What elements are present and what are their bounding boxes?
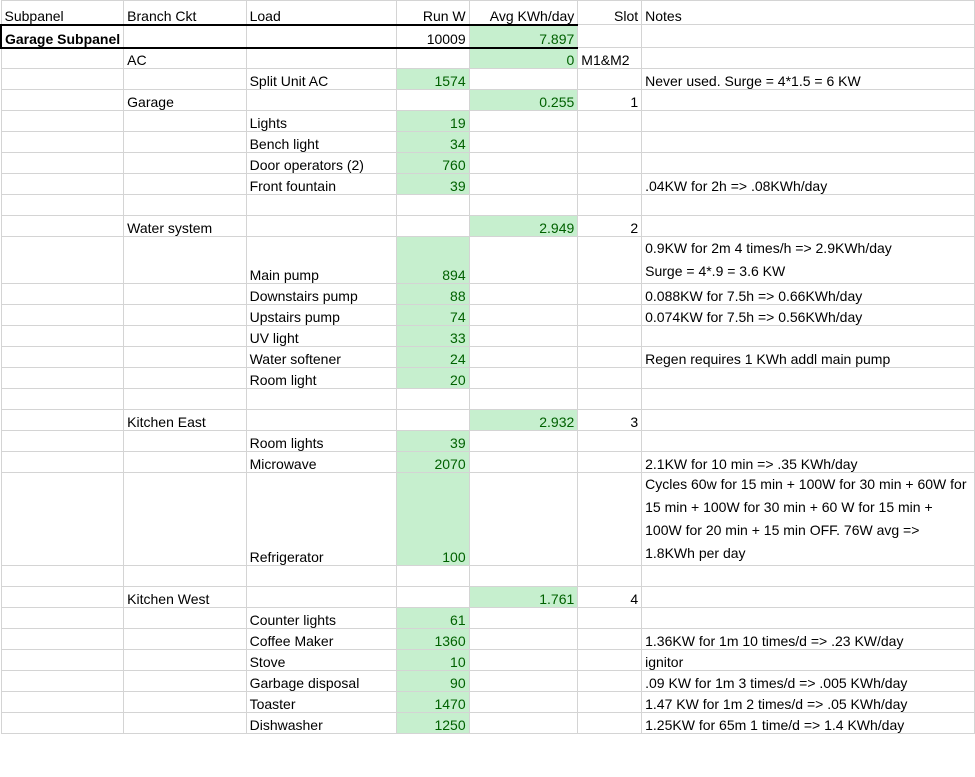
cell[interactable]	[1, 326, 124, 347]
load-row	[1, 650, 975, 671]
branch-row	[1, 587, 975, 608]
cell[interactable]	[469, 473, 578, 566]
cell[interactable]	[469, 389, 578, 410]
cell[interactable]	[469, 671, 578, 692]
cell[interactable]	[124, 368, 246, 389]
load-note[interactable]: 1.25KW for 65m 1 time/d => 1.4 KWh/day	[642, 713, 975, 734]
cell[interactable]	[578, 566, 642, 587]
cell[interactable]	[578, 389, 642, 410]
cell[interactable]	[469, 368, 578, 389]
load-run-w[interactable]: 894	[397, 237, 470, 284]
load-note[interactable]	[642, 368, 975, 389]
load-name[interactable]: Front fountain	[246, 174, 396, 195]
load-row	[1, 431, 975, 452]
load-name[interactable]: Garbage disposal	[246, 671, 396, 692]
branch-avg-kwh[interactable]: 0.255	[469, 90, 578, 111]
header-cell[interactable]: Slot	[578, 1, 642, 25]
load-run-w[interactable]: 1574	[397, 69, 470, 90]
cell[interactable]	[1, 48, 124, 69]
cell[interactable]	[578, 284, 642, 305]
load-run-w[interactable]: 88	[397, 284, 470, 305]
cell[interactable]	[397, 566, 470, 587]
cell[interactable]	[124, 692, 246, 713]
cell[interactable]	[578, 713, 642, 734]
cell[interactable]	[469, 629, 578, 650]
cell[interactable]	[124, 650, 246, 671]
load-note[interactable]: ignitor	[642, 650, 975, 671]
branch-name[interactable]: AC	[124, 48, 246, 69]
cell[interactable]	[246, 25, 396, 48]
branch-slot[interactable]: M1&M2	[578, 48, 642, 69]
cell[interactable]	[246, 216, 396, 237]
load-name[interactable]: Room light	[246, 368, 396, 389]
load-name[interactable]: Stove	[246, 650, 396, 671]
load-row	[1, 608, 975, 629]
cell[interactable]	[1, 629, 124, 650]
cell[interactable]	[469, 69, 578, 90]
load-row	[1, 132, 975, 153]
branch-slot[interactable]: 4	[578, 587, 642, 608]
cell[interactable]	[1, 431, 124, 452]
branch-slot[interactable]: 1	[578, 90, 642, 111]
cell[interactable]	[642, 566, 975, 587]
cell[interactable]	[642, 48, 975, 69]
branch-name[interactable]: Water system	[124, 216, 246, 237]
cell[interactable]	[397, 410, 470, 431]
load-name[interactable]: Upstairs pump	[246, 305, 396, 326]
cell[interactable]	[578, 368, 642, 389]
load-note[interactable]: Never used. Surge = 4*1.5 = 6 KW	[642, 69, 975, 90]
load-note[interactable]	[642, 431, 975, 452]
header-row	[1, 1, 975, 25]
cell[interactable]	[124, 608, 246, 629]
load-note[interactable]: Regen requires 1 KWh addl main pump	[642, 347, 975, 368]
cell[interactable]	[578, 69, 642, 90]
load-row	[1, 671, 975, 692]
cell[interactable]	[469, 111, 578, 132]
cell[interactable]	[1, 452, 124, 473]
cell[interactable]	[246, 587, 396, 608]
load-row	[1, 713, 975, 734]
cell[interactable]	[124, 473, 246, 566]
cell[interactable]	[1, 389, 124, 410]
cell[interactable]	[1, 587, 124, 608]
load-name[interactable]: Water softener	[246, 347, 396, 368]
load-run-w[interactable]: 39	[397, 174, 470, 195]
header-cell[interactable]: Run W	[397, 1, 470, 25]
cell[interactable]	[124, 431, 246, 452]
load-run-w[interactable]: 19	[397, 111, 470, 132]
load-note[interactable]: .04KW for 2h => .08KWh/day	[642, 174, 975, 195]
branch-name[interactable]: Garage	[124, 90, 246, 111]
cell[interactable]	[124, 305, 246, 326]
load-row	[1, 237, 975, 284]
empty-row	[1, 566, 975, 587]
load-note[interactable]: 1.36KW for 1m 10 times/d => .23 KW/day	[642, 629, 975, 650]
cell[interactable]	[124, 629, 246, 650]
load-row	[1, 326, 975, 347]
branch-slot[interactable]: 3	[578, 410, 642, 431]
load-note[interactable]: 0.088KW for 7.5h => 0.66KWh/day	[642, 284, 975, 305]
header-cell[interactable]: Branch Ckt	[124, 1, 246, 25]
header-cell[interactable]: Avg KWh/day	[469, 1, 578, 25]
cell[interactable]	[246, 566, 396, 587]
load-note[interactable]	[642, 153, 975, 174]
note-line: Surge = 4*.9 = 3.6 KW	[645, 263, 786, 279]
cell[interactable]	[124, 111, 246, 132]
load-note[interactable]: Cycles 60w for 15 min + 100W for 30 min + 60W for 15 min + 100W for 30 min + 60 W for 15 min + 100W for 20 min + 15 min OFF. 76W avg => 1.8KWh per day	[642, 473, 975, 566]
cell[interactable]	[642, 389, 975, 410]
cell[interactable]	[469, 347, 578, 368]
cell[interactable]	[578, 195, 642, 216]
cell[interactable]	[469, 452, 578, 473]
load-name[interactable]: Split Unit AC	[246, 69, 396, 90]
cell[interactable]	[578, 25, 642, 48]
cell[interactable]	[642, 90, 975, 111]
cell[interactable]	[578, 473, 642, 566]
load-run-w[interactable]: 2070	[397, 452, 470, 473]
load-run-w[interactable]: 61	[397, 608, 470, 629]
load-run-w[interactable]: 24	[397, 347, 470, 368]
cell[interactable]	[469, 195, 578, 216]
load-name[interactable]: Counter lights	[246, 608, 396, 629]
cell[interactable]	[578, 452, 642, 473]
cell[interactable]	[124, 174, 246, 195]
header-cell[interactable]: Subpanel	[1, 1, 124, 25]
load-row	[1, 347, 975, 368]
branch-avg-kwh[interactable]: 2.932	[469, 410, 578, 431]
load-note[interactable]: .09 KW for 1m 3 times/d => .005 KWh/day	[642, 671, 975, 692]
branch-row	[1, 90, 975, 111]
cell[interactable]	[397, 389, 470, 410]
cell[interactable]	[124, 347, 246, 368]
cell[interactable]	[1, 111, 124, 132]
branch-row	[1, 48, 975, 69]
cell[interactable]	[1, 368, 124, 389]
cell[interactable]	[246, 410, 396, 431]
load-run-w[interactable]: 760	[397, 153, 470, 174]
cell[interactable]	[1, 671, 124, 692]
empty-row	[1, 389, 975, 410]
load-row	[1, 452, 975, 473]
load-run-w[interactable]: 1470	[397, 692, 470, 713]
cell[interactable]	[578, 629, 642, 650]
load-name[interactable]: Room lights	[246, 431, 396, 452]
load-name[interactable]: Bench light	[246, 132, 396, 153]
cell[interactable]	[397, 216, 470, 237]
cell[interactable]	[1, 132, 124, 153]
load-run-w[interactable]: 39	[397, 431, 470, 452]
total-run-w[interactable]: 10009	[397, 25, 470, 48]
cell[interactable]	[578, 608, 642, 629]
cell[interactable]	[642, 410, 975, 431]
load-run-w[interactable]: 1250	[397, 713, 470, 734]
cell[interactable]	[469, 326, 578, 347]
cell[interactable]	[642, 195, 975, 216]
load-run-w[interactable]: 74	[397, 305, 470, 326]
load-run-w[interactable]: 33	[397, 326, 470, 347]
cell[interactable]	[246, 389, 396, 410]
cell[interactable]	[578, 671, 642, 692]
cell[interactable]	[469, 174, 578, 195]
cell[interactable]	[1, 650, 124, 671]
load-name[interactable]: Downstairs pump	[246, 284, 396, 305]
load-row	[1, 305, 975, 326]
load-row	[1, 629, 975, 650]
load-run-w[interactable]: 20	[397, 368, 470, 389]
cell[interactable]	[578, 237, 642, 284]
cell[interactable]	[642, 216, 975, 237]
cell[interactable]	[124, 132, 246, 153]
load-name[interactable]: Door operators (2)	[246, 153, 396, 174]
branch-row	[1, 410, 975, 431]
cell[interactable]	[124, 195, 246, 216]
branch-name[interactable]: Kitchen East	[124, 410, 246, 431]
branch-avg-kwh[interactable]: 0	[469, 48, 578, 69]
cell[interactable]	[469, 650, 578, 671]
load-row	[1, 368, 975, 389]
load-run-w[interactable]: 10	[397, 650, 470, 671]
cell[interactable]	[1, 410, 124, 431]
cell[interactable]	[1, 90, 124, 111]
cell[interactable]	[1, 69, 124, 90]
load-run-w[interactable]: 1360	[397, 629, 470, 650]
load-row	[1, 69, 975, 90]
cell[interactable]	[1, 195, 124, 216]
cell[interactable]	[642, 25, 975, 48]
cell[interactable]	[578, 132, 642, 153]
cell[interactable]	[124, 237, 246, 284]
load-run-w[interactable]: 90	[397, 671, 470, 692]
cell[interactable]	[578, 431, 642, 452]
cell[interactable]	[124, 284, 246, 305]
load-row	[1, 284, 975, 305]
cell[interactable]	[1, 305, 124, 326]
cell[interactable]	[469, 284, 578, 305]
cell[interactable]	[578, 153, 642, 174]
load-note[interactable]: 0.074KW for 7.5h => 0.56KWh/day	[642, 305, 975, 326]
cell[interactable]	[124, 671, 246, 692]
cell[interactable]	[397, 90, 470, 111]
cell[interactable]	[1, 713, 124, 734]
note-line: 0.9KW for 2m 4 times/h => 2.9KWh/day	[645, 240, 892, 256]
load-row	[1, 111, 975, 132]
branch-name[interactable]: Kitchen West	[124, 587, 246, 608]
header-cell[interactable]: Load	[246, 1, 396, 25]
cell[interactable]	[1, 284, 124, 305]
cell[interactable]	[642, 587, 975, 608]
branch-avg-kwh[interactable]: 2.949	[469, 216, 578, 237]
subpanel-total-row	[1, 25, 975, 48]
cell[interactable]	[1, 174, 124, 195]
cell[interactable]	[469, 608, 578, 629]
cell[interactable]	[124, 326, 246, 347]
cell[interactable]	[469, 692, 578, 713]
cell[interactable]	[578, 650, 642, 671]
branch-row	[1, 216, 975, 237]
load-name[interactable]: Main pump	[246, 237, 396, 284]
load-name[interactable]: Lights	[246, 111, 396, 132]
total-avg-kwh[interactable]: 7.897	[469, 25, 578, 48]
load-run-w[interactable]: 100	[397, 473, 470, 566]
cell[interactable]	[1, 347, 124, 368]
cell[interactable]	[469, 566, 578, 587]
header-cell[interactable]: Notes	[642, 1, 975, 25]
load-name[interactable]: UV light	[246, 326, 396, 347]
cell[interactable]	[469, 153, 578, 174]
cell[interactable]	[578, 111, 642, 132]
cell[interactable]	[397, 195, 470, 216]
cell[interactable]	[124, 69, 246, 90]
cell[interactable]	[397, 587, 470, 608]
cell[interactable]	[124, 25, 246, 48]
load-note[interactable]: 2.1KW for 10 min => .35 KWh/day	[642, 452, 975, 473]
load-note[interactable]	[642, 132, 975, 153]
load-note[interactable]	[642, 326, 975, 347]
empty-row	[1, 195, 975, 216]
cell[interactable]	[1, 216, 124, 237]
load-name[interactable]: Coffee Maker	[246, 629, 396, 650]
cell[interactable]	[469, 713, 578, 734]
cell[interactable]	[578, 326, 642, 347]
cell[interactable]	[578, 347, 642, 368]
branch-slot[interactable]: 2	[578, 216, 642, 237]
cell[interactable]	[469, 305, 578, 326]
load-row	[1, 153, 975, 174]
cell[interactable]	[578, 305, 642, 326]
load-row	[1, 174, 975, 195]
cell[interactable]	[124, 153, 246, 174]
cell[interactable]	[1, 608, 124, 629]
cell[interactable]	[469, 132, 578, 153]
load-name[interactable]: Toaster	[246, 692, 396, 713]
cell[interactable]	[246, 90, 396, 111]
cell[interactable]	[1, 692, 124, 713]
cell[interactable]	[578, 174, 642, 195]
cell[interactable]	[246, 195, 396, 216]
load-name[interactable]: Microwave	[246, 452, 396, 473]
load-note[interactable]	[642, 608, 975, 629]
cell[interactable]	[124, 713, 246, 734]
load-note[interactable]	[642, 237, 975, 284]
cell[interactable]	[469, 431, 578, 452]
cell[interactable]	[124, 566, 246, 587]
cell[interactable]	[397, 48, 470, 69]
cell[interactable]	[1, 566, 124, 587]
subpanel-name[interactable]: Garage Subpanel	[1, 25, 124, 48]
cell[interactable]	[246, 48, 396, 69]
cell[interactable]	[469, 237, 578, 284]
cell[interactable]	[578, 692, 642, 713]
cell[interactable]	[1, 237, 124, 284]
load-row	[1, 473, 975, 566]
load-name[interactable]: Refrigerator	[246, 473, 396, 566]
load-run-w[interactable]: 34	[397, 132, 470, 153]
load-note[interactable]: 1.47 KW for 1m 2 times/d => .05 KWh/day	[642, 692, 975, 713]
load-name[interactable]: Dishwasher	[246, 713, 396, 734]
cell[interactable]	[124, 452, 246, 473]
cell[interactable]	[124, 389, 246, 410]
cell[interactable]	[1, 153, 124, 174]
branch-avg-kwh[interactable]: 1.761	[469, 587, 578, 608]
load-row	[1, 692, 975, 713]
load-note[interactable]	[642, 111, 975, 132]
cell[interactable]	[1, 473, 124, 566]
